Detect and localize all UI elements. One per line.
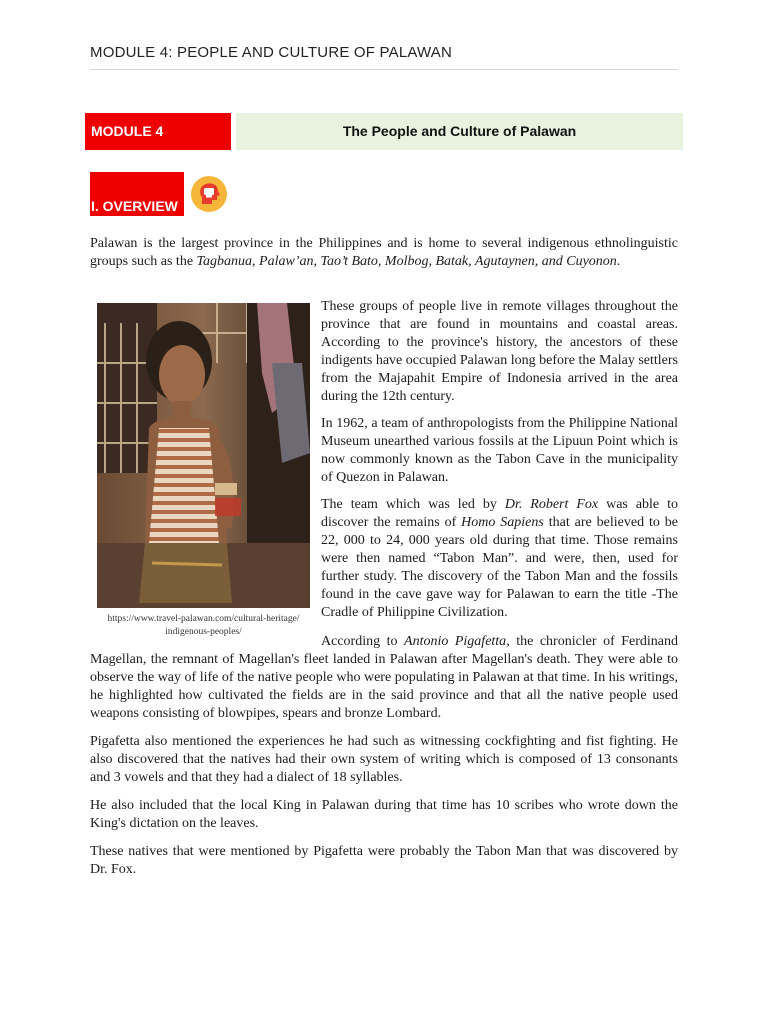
intro-paragraph: Palawan is the largest province in the Philippines and is home to several indigenous ethnolinguistic groups such as the Tagbanua, Palaw’an, Tao’t Bato, Molbog, Batak, Agutaynen, and Cuyonon.: [90, 236, 678, 269]
module-banner: [85, 113, 683, 150]
tabon-cave-paragraph: In 1962, a team of anthropologists from the Philippine National Museum unearthed various fossils at the Lipuun Point which is now commonly known as the Tabon Cave in the municipality of Quezon in Palawan.: [321, 416, 678, 485]
indigenous-groups-list: Tagbanua, Palaw’an, Tao’t Bato, Molbog, Batak, Agutaynen, and Cuyonon: [196, 254, 617, 269]
researcher-name: Dr. Robert Fox: [504, 497, 599, 512]
writing-system-paragraph: Pigafetta also mentioned the experiences he had such as witnessing cockfighting and fist fighting. He also discovered that the natives had their own system of writing which is composed of 13 consonants and 3 vowels and that they had a dialect of 18 syllables.: [90, 734, 678, 785]
photo-caption-line1: https://www.travel-palawan.com/cultural-heritage/: [107, 614, 300, 624]
module-number-tag: MODULE 4: [85, 113, 231, 150]
head-thinking-icon: [190, 175, 228, 213]
species-name: Homo Sapiens: [461, 515, 544, 530]
chronicler-name: Antonio Pigafetta: [404, 634, 507, 649]
pigafetta-paragraph: According to Antonio Pigafetta, the chronicler of Ferdinand Magellan, the remnant of Magellan's fleet landed in Palawan after Magellan's death. They were able to observe the way of life of the native people who were populating in Palawan at that time. In his writings, he highlighted how cultivated the fields are in the said province and that all the native people used weapons consisting of blowpipes, spears and bronze Lombard.: [90, 634, 679, 721]
indigenous-woman-photo: [97, 303, 310, 608]
tabon-man-paragraph: The team which was led by Dr. Robert Fox was able to discover the remains of Homo Sapiens that are believed to be 22, 000 to 24, 000 years old during that time. Those remains were then named “Tabon Man”. and were, then, used for further study. The discovery of the Tabon Man and the fossils found in the cave gave way for Palawan to earn the title -The Cradle of Philippine Civilization.: [321, 497, 678, 620]
right-column: [321, 298, 678, 631]
conclusion-paragraph: These natives that were mentioned by Pigafetta were probably the Tabon Man that was discovered by Dr. Fox.: [90, 844, 678, 877]
section-heading-overview: I. OVERVIEW: [90, 172, 184, 216]
scribes-paragraph: He also included that the local King in Palawan during that time has 10 scribes who wrote down the King's dictation on the leaves.: [90, 798, 678, 831]
villages-paragraph: These groups of people live in remote villages throughout the province that are found in mountains and coastal areas. According to the province's history, the ancestors of these indigents have occupied Palawan long before the Malay settlers from the Majapahit Empire of Indonesia arrived in the area during the 12th century.: [321, 299, 678, 404]
module-title: The People and Culture of Palawan: [236, 113, 683, 150]
photo-caption-line2: indigenous-peoples/: [165, 627, 242, 637]
running-header: MODULE 4: PEOPLE AND CULTURE OF PALAWAN: [90, 44, 678, 70]
